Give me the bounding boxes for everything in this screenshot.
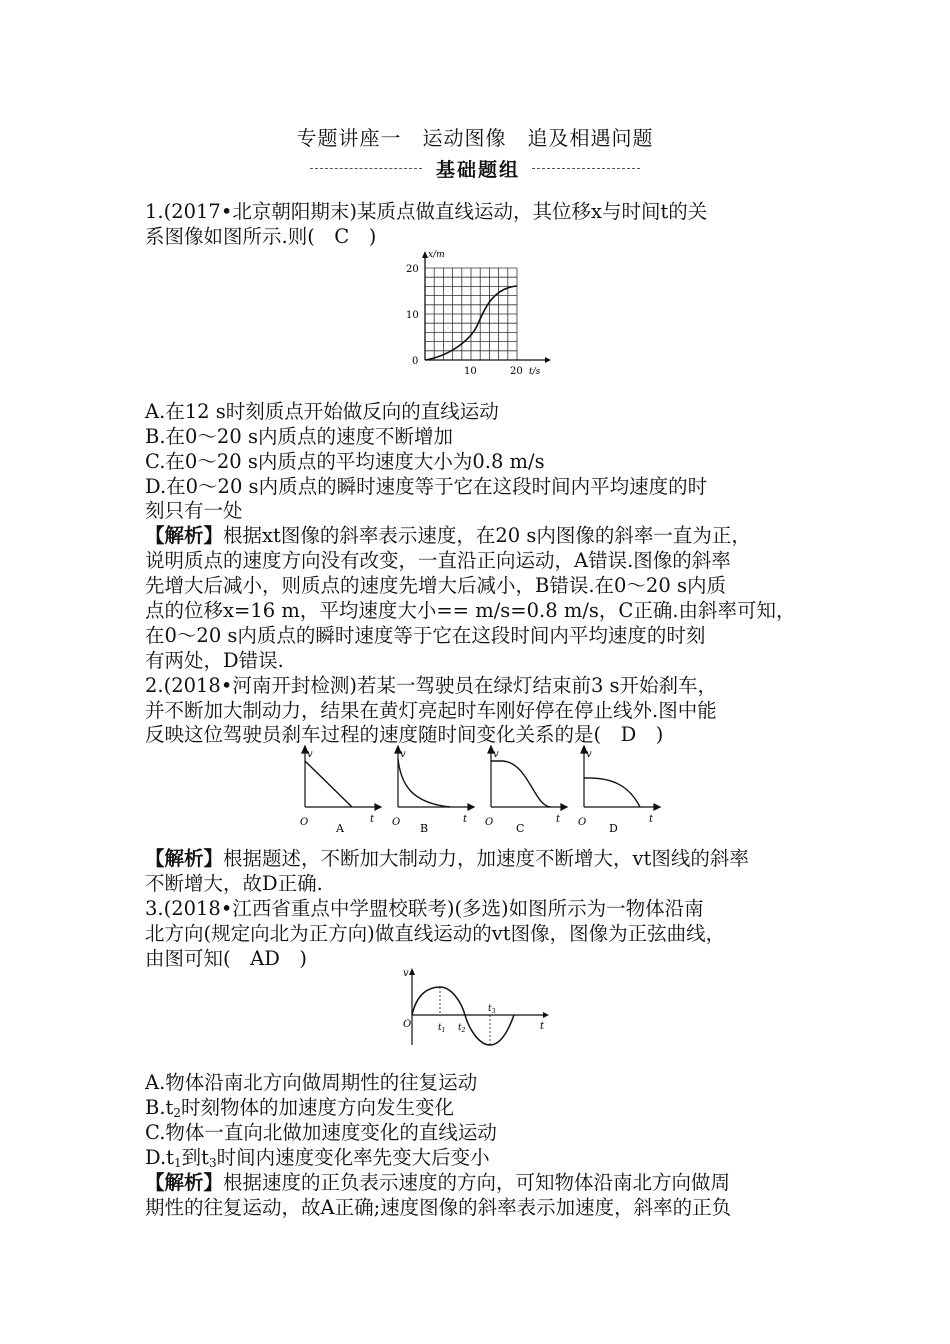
- q1-xt-graph: [395, 248, 555, 380]
- q2-graph-d-t: t: [649, 814, 654, 825]
- q1-analysis-line3: 先增大后减小，则质点的速度先增大后减小，B错误.在0～20 s内质: [145, 574, 726, 597]
- q3-t2: $t_2$: [458, 1023, 466, 1034]
- q1-analysis-line6: 有两处，D错误.: [145, 649, 284, 672]
- q2-graph-c-origin: O: [485, 817, 494, 828]
- q1-origin: 0: [412, 356, 419, 367]
- q3-analysis-tag: 【解析】: [145, 1171, 224, 1194]
- q1-option-c: C.在0～20 s内质点的平均速度大小为0.8 m/s: [145, 450, 545, 473]
- q3-stem-line2: 北方向(规定向北为正方向)做直线运动的vt图像，图像为正弦曲线，: [145, 922, 726, 945]
- q2-graph-d-origin: O: [578, 817, 587, 828]
- q2-analysis-line1: [145, 847, 749, 871]
- q3-option-d: $D.t_1$到$t_3$时间内速度变化率先变大后变小: [145, 1146, 490, 1170]
- q2-graph-label-b: B: [420, 822, 429, 835]
- q1-option-b: B.在0～20 s内质点的速度不断增加: [145, 425, 453, 448]
- q2-graph-d-v: v: [586, 749, 592, 760]
- section-header: [310, 154, 640, 184]
- q1-analysis-line1: [145, 524, 751, 548]
- q1-stem-line1: 1.(2017•北京朝阳期末)某质点做直线运动，其位移x与时间t的关: [145, 200, 708, 223]
- q3-t-label: t: [540, 1021, 545, 1032]
- q2-graph-c-v: v: [493, 749, 499, 760]
- q2-analysis-line2: 不断增大，故D正确.: [145, 872, 323, 895]
- q2-analysis-text1: 根据题述，不断加大制动力，加速度不断增大，vt图线的斜率: [223, 847, 749, 870]
- q2-t-axis-arrow: [654, 804, 660, 810]
- q2-t-axis-arrow: [375, 804, 381, 810]
- q3-option-a: A.物体沿南北方向做周期性的往复运动: [145, 1071, 478, 1094]
- q2-graph-label-a: A: [336, 822, 344, 835]
- q3-stem-line1: 3.(2018•江西省重点中学盟校联考)(多选)如图所示为一物体沿南: [145, 897, 704, 920]
- q1-analysis-tag: 【解析】: [145, 524, 224, 547]
- q2-analysis-tag: 【解析】: [145, 847, 224, 870]
- q1-ylabel: x/m: [428, 250, 445, 260]
- q3-t3: $t_3$: [488, 1004, 496, 1015]
- q3-option-c: C.物体一直向北做加速度变化的直线运动: [145, 1121, 497, 1144]
- q1-y10: 10: [406, 310, 419, 321]
- q1-y20: 20: [406, 264, 419, 275]
- q1-analysis-line4: 点的位移x=16 m，平均速度大小== m/s=0.8 m/s，C正确.由斜率可知，: [145, 599, 796, 622]
- divider-left: [310, 168, 422, 169]
- q2-graph-c-t: t: [556, 814, 561, 825]
- q1-option-d-line2: 刻只有一处: [145, 499, 243, 522]
- q3-analysis-line2: 期性的往复运动，故A正确;速度图像的斜率表示加速度，斜率的正负: [145, 1196, 732, 1219]
- section-title: 基础题组: [435, 159, 520, 181]
- q2-stem-line1: 2.(2018•河南开封检测)若某一驾驶员在绿灯结束前3 s开始刹车，: [145, 674, 718, 697]
- q2-stem-line2: 并不断加大制动力，结果在黄灯亮起时车刚好停在停止线外.图中能: [145, 699, 717, 722]
- q2-graph-a-origin: O: [300, 817, 309, 828]
- q3-analysis-line1: [145, 1171, 730, 1195]
- page-title: 专题讲座一 运动图像 追及相遇问题: [296, 126, 654, 150]
- q1-x10: 10: [464, 366, 477, 377]
- q1-analysis-text1: 根据xt图像的斜率表示速度，在20 s内图像的斜率一直为正，: [223, 524, 751, 547]
- q3-v-label: v: [403, 968, 409, 979]
- q1-stem-line2: 系图像如图所示.则( C ): [145, 225, 377, 248]
- q1-analysis-line2: 说明质点的速度方向没有改变，一直沿正向运动，A错误.图像的斜率: [145, 549, 731, 572]
- q2-stem-line3: 反映这位驾驶员刹车过程的速度随时间变化关系的是( D ): [145, 723, 664, 746]
- q3-option-b: $B.t_2$时刻物体的加速度方向发生变化: [145, 1096, 455, 1120]
- q1-option-d-line1: D.在0～20 s内质点的瞬时速度等于它在这段时间内平均速度的时: [145, 475, 708, 498]
- q2-t-axis-arrow: [561, 804, 567, 810]
- q1-xlabel: t/s: [529, 367, 541, 377]
- q3-vt-sine-graph: [395, 965, 555, 1050]
- q3-stem-line3: 由图可知( AD ): [145, 947, 307, 970]
- q2-vt-graphs: [290, 745, 670, 840]
- q1-analysis-line5: 在0～20 s内质点的瞬时速度等于它在这段时间内平均速度的时刻: [145, 624, 706, 647]
- q2-graph-label-c: C: [516, 822, 525, 835]
- q2-graph-label-d: D: [609, 822, 618, 835]
- q2-graph-a-v: v: [307, 749, 313, 760]
- q1-option-a: A.在12 s时刻质点开始做反向的直线运动: [145, 400, 499, 423]
- q3-analysis-text1: 根据速度的正负表示速度的方向，可知物体沿南北方向做周: [223, 1171, 731, 1194]
- q3-t1: $t_1$: [438, 1023, 446, 1034]
- q3-origin: O: [403, 1019, 412, 1030]
- q1-x20: 20: [510, 366, 523, 377]
- q2-graph-b-origin: O: [392, 817, 401, 828]
- q2-graph-b-t: t: [463, 814, 468, 825]
- q2-graph-a-t: t: [370, 814, 375, 825]
- q2-graph-b-v: v: [400, 749, 406, 760]
- q2-t-axis-arrow: [468, 804, 474, 810]
- divider-right: [532, 168, 640, 169]
